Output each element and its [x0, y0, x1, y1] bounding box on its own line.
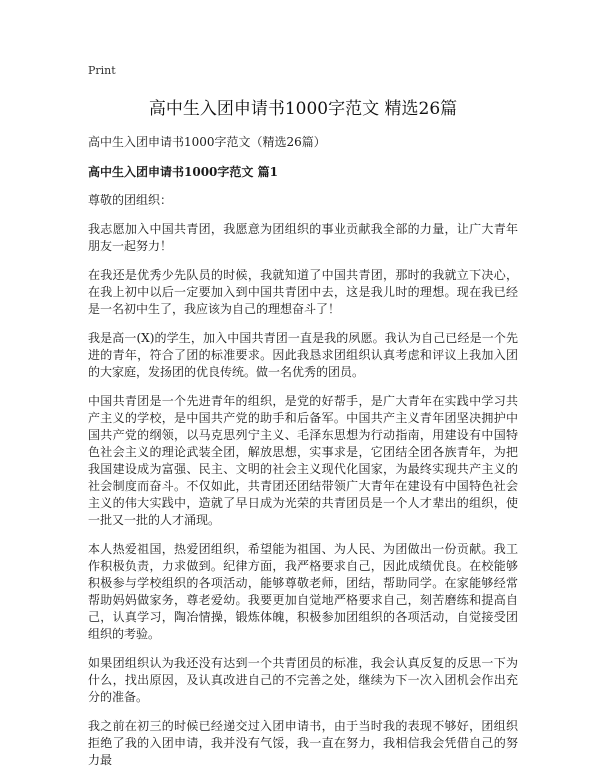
- salutation: 尊敬的团组织：: [88, 193, 173, 207]
- document-subtitle: 高中生入团申请书1000字范文（精选26篇）: [88, 135, 326, 149]
- paragraph-5: 本人热爱祖国，热爱团组织，希望能为祖国、为人民、为团做出一份贡献。我工作积极负责，力求做到。纪律方面，我严格要求自己，因此成绩优良。在校能够积极参与学校组织的各项活动，能够尊敬老师，团结，帮助同学。在家能够经常帮助妈妈做家务，尊老爱幼。我要更加自觉地严格要求自己，刻苦磨练和提高自己，认真学习，陶冶情操，锻炼体魄，积极参加团组织的各项活动，自觉接受团组织的考验。: [88, 542, 518, 641]
- document-page: [88, 64, 518, 781]
- section-heading: 高中生入团申请书1000字范文 篇1: [88, 165, 278, 179]
- paragraph-2: 在我还是优秀少先队员的时候，我就知道了中国共青团，那时的我就立下决心，在我上初中以后一定要加入到中国共青团中去，这是我儿时的理想。现在我已经是一名初中生了，我应该为自己的理想奋斗了！: [88, 268, 518, 316]
- document-title: 高中生入团申请书1000字范文 精选26篇: [148, 99, 458, 119]
- paragraph-4: 中国共青团是一个先进青年的组织，是党的好帮手，是广大青年在实践中学习共产主义的学校，是中国共产党的助手和后备军。中国共产主义青年团坚决拥护中国共产党的纲领，以马克思列宁主义、毛泽东思想为行动指南，用建设有中国特色社会主义的理论武装全团，解放思想，实事求是，它团结全团各族青年，为把我国建设成为富强、民主、文明的社会主义现代化国家，为最终实现共产主义的社会制度而奋斗。不仅如此，共青团还团结带领广大青年在建设有中国特色社会主义的伟大实践中，造就了早日成为光荣的共青团员是一个人才辈出的组织，使一批又一批的人才涌现。: [88, 394, 518, 527]
- print-label[interactable]: Print: [88, 64, 116, 77]
- paragraph-7: 我之前在初三的时候已经递交过入团申请书，由于当时我的表现不够好，团组织拒绝了我的入团申请，我并没有气馁，我一直在努力，我相信我会凭借自己的努力最: [88, 719, 518, 767]
- paragraph-6: 如果团组织认为我还没有达到一个共青团员的标准，我会认真反复的反思一下为什么，找出原因，及认真改进自己的不完善之处，继续为下一次入团机会作出充分的准备。: [88, 656, 518, 704]
- paragraph-3: 我是高一(X)的学生，加入中国共青团一直是我的夙愿。我认为自己已经是一个先进的青年，符合了团的标准要求。因此我恳求团组织认真考虑和评议上我加入团的大家庭，发扬团的优良传统。做一名优秀的团员。: [88, 331, 518, 379]
- paragraph-1: 我志愿加入中国共青团，我愿意为团组织的事业贡献我全部的力量，让广大青年朋友一起努力！: [88, 222, 518, 253]
